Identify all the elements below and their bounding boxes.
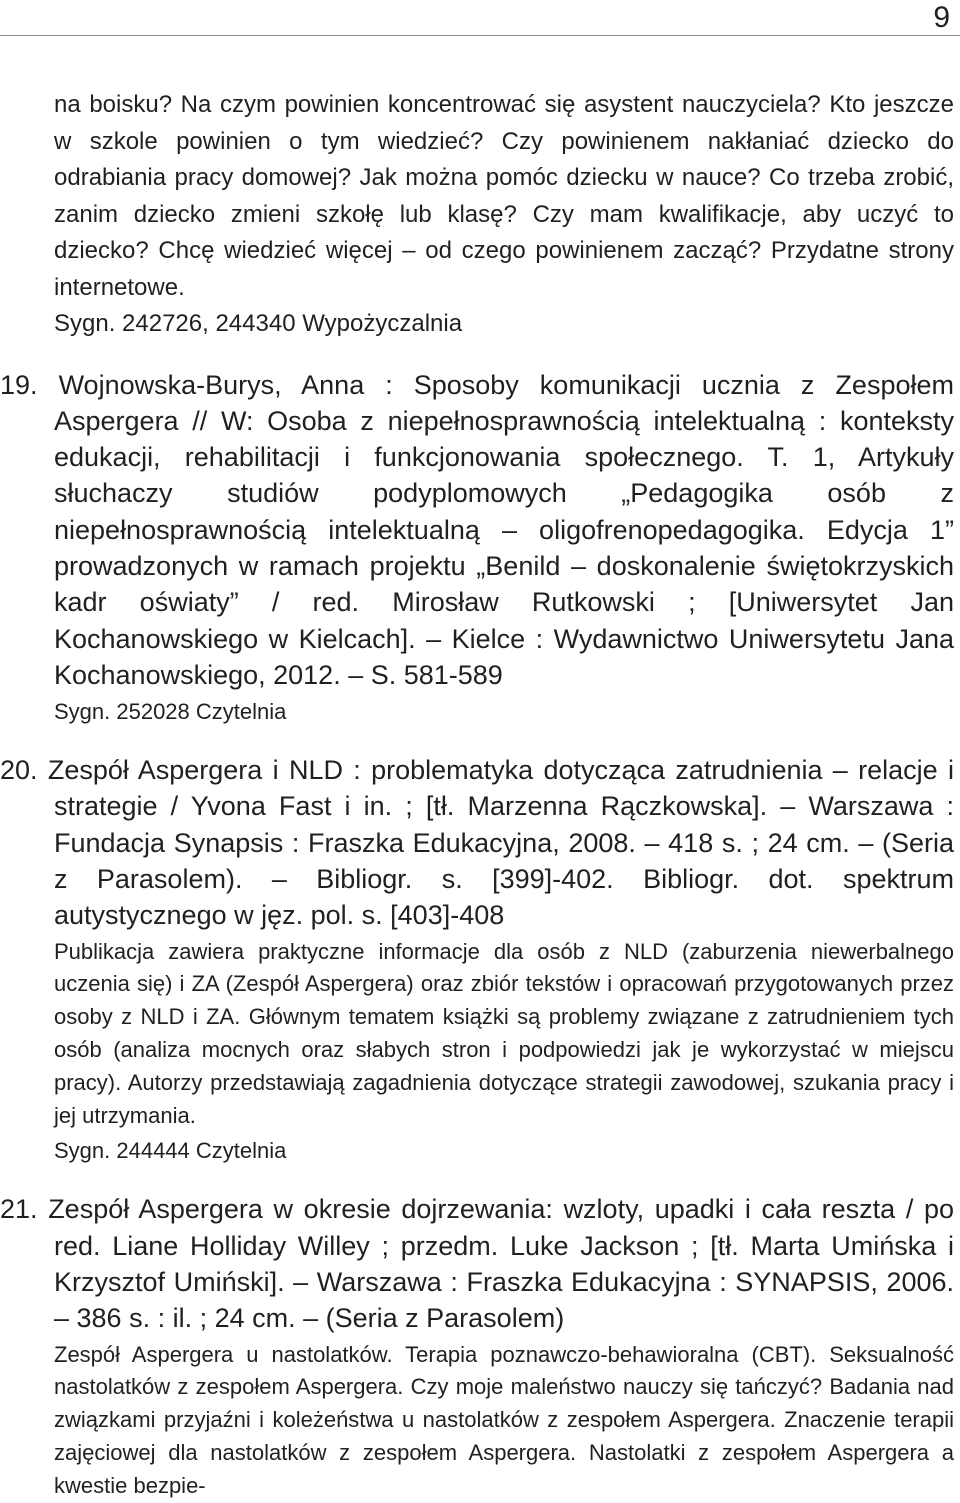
entry-sygn: Sygn. 252028 Czytelnia: [54, 699, 287, 725]
bibliography-entry: [0, 367, 954, 729]
intro-sygn: Sygn. 242726, 244340 Wypożyczalnia: [54, 310, 463, 337]
entry-sygn: Sygn. 244444 Czytelnia: [54, 1138, 287, 1164]
entry-annotation: Publikacja zawiera praktyczne informacje dla osób z NLD (zaburzenia niewerbalnego uczenia się) i ZA (Zespół Aspergera) oraz zbiór tekstów i opracowań przygotowanych przez osoby z NLD i ZA. Głównym tematem książki są problemy związane z zatrudnieniem tych osób (analiza mocnych oraz słabych stron i podpowiedzi jak je wykorzystać w miejscu pracy). Autorzy przedstawiają zagadnienia dotyczące strategii zawodowej, szukania pracy i jej utrzymania.: [54, 938, 954, 1128]
bibliography-entry: [0, 752, 954, 1167]
entry-title-text: Zespół Aspergera i NLD : problematyka dotycząca zatrudnienia – relacje i strategie / Yvona Fast i in. ; [tł. Marzenna Rączkowska]. – Warszawa : Fundacja Synapsis : Fraszka Edukacyjna, 2008. – 418 s. ; 24 cm. – (Seria z Parasolem). – Bibliogr. s. [399]-402. Bibliogr. dot. spektrum autystycznego w jęz. pol. s. [403]-408: [47, 755, 954, 931]
entry-title-text: Zespół Aspergera w okresie dojrzewania: wzloty, upadki i cała reszta / po red. Liane Holliday Willey ; przedm. Luke Jackson ; [tł. Marta Umińska i Krzysztof Umiński]. – Warszawa : Fraszka Edukacyjna : SYNAPSIS, 2006. – 386 s. : il. ; 24 cm. – (Seria z Parasolem): [48, 1194, 954, 1334]
entry-title: [0, 752, 954, 933]
entry-number: 19.: [0, 369, 38, 400]
entry-title-text: Wojnowska-Burys, Anna : Sposoby komunikacji ucznia z Zespołem Aspergera // W: Osoba z niepełnosprawnością intelektualną : konteksty edukacji, rehabilitacji i funkcjonowania społecznego. T. 1, Artykuły słuchaczy studiów podyplomowych „Pedagogika osób z niepełnosprawnością intelektualną – oligofrenopedagogika. Edycja 1” prowadzonych w ramach projektu „Benild – doskonalenie świętokrzyskich kadr oświaty” / red. Mirosław Rutkowski ; [Uniwersytet Jan Kochanowskiego w Kielcach]. – Kielce : Wydawnictwo Uniwersytetu Jana Kochanowskiego, 2012. – S. 581-589: [54, 369, 954, 690]
page-content: [0, 87, 954, 1503]
entry-title: [0, 1191, 954, 1336]
entry-number: 21.: [0, 1194, 38, 1225]
bibliography-entry: [0, 1191, 954, 1502]
entry-title: [0, 367, 954, 694]
gap: [54, 728, 954, 742]
gap: [54, 343, 954, 357]
entry-number: 20.: [0, 755, 38, 786]
gap: [54, 1167, 954, 1181]
header-rule: [0, 35, 960, 36]
entry-annotation: Zespół Aspergera u nastolatków. Terapia poznawczo-behawioralna (CBT). Seksualność nastolatków z zespołem Aspergera. Czy moje maleństwo nauczy się tańczyć? Badania nad związkami przyjaźni i koleżeństwa u nastolatków z zespołem Aspergera. Znaczenie terapii zajęciowej dla nastolatków z zespołem Aspergera. Nastolatki z zespołem Aspergera a kwestie bezpie-: [54, 1341, 954, 1498]
page-number: 9: [933, 1, 950, 34]
intro-text: na boisku? Na czym powinien koncentrować się asystent nauczyciela? Kto jeszcze w szkole powinien o tym wiedzieć? Czy powinienem nakłaniać dziecko do odrabiania pracy domowej? Jak można pomóc dziecku w nauce? Co trzeba zrobić, zanim dziecko zmieni szkołę lub klasę? Czy mam kwalifikacje, aby uczyć to dziecko? Chcę wiedzieć więcej – od czego powinienem zacząć? Przydatne strony internetowe.: [54, 91, 954, 301]
